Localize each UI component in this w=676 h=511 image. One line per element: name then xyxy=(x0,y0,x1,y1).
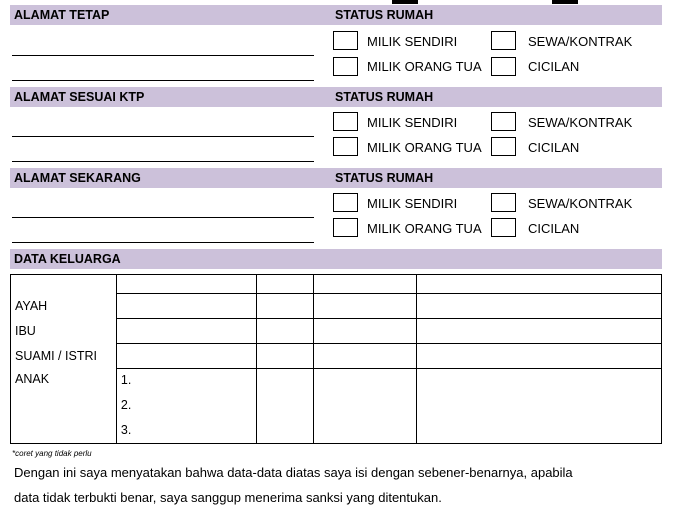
checkbox-milik-orang-tua[interactable] xyxy=(333,137,358,156)
row-label-suami-istri: SUAMI / ISTRI xyxy=(15,349,97,363)
section-title: ALAMAT SEKARANG xyxy=(14,171,141,185)
section-title: ALAMAT SESUAI KTP xyxy=(14,90,145,104)
section-header-alamat-ktp xyxy=(10,87,662,107)
option-label: CICILAN xyxy=(528,140,580,155)
table-cell[interactable] xyxy=(313,294,417,319)
checkbox-sewa-kontrak[interactable] xyxy=(491,112,516,131)
table-row xyxy=(11,344,662,369)
section-header-data-keluarga xyxy=(10,249,662,269)
option-label: MILIK ORANG TUA xyxy=(367,140,482,155)
table-cell[interactable] xyxy=(256,344,313,369)
table-cell[interactable] xyxy=(417,369,662,444)
address-line[interactable] xyxy=(12,80,314,81)
table-cell[interactable] xyxy=(256,294,313,319)
checkbox-milik-sendiri[interactable] xyxy=(333,193,358,212)
table-header-row xyxy=(11,275,662,294)
address-line[interactable] xyxy=(12,55,314,56)
checkbox-milik-sendiri[interactable] xyxy=(333,112,358,131)
checkbox-milik-sendiri[interactable] xyxy=(333,31,358,50)
option-label: SEWA/KONTRAK xyxy=(528,115,633,130)
section-title: DATA KELUARGA xyxy=(14,252,121,266)
option-label: MILIK ORANG TUA xyxy=(367,59,482,74)
row-label-anak: ANAK xyxy=(15,371,50,386)
option-label: SEWA/KONTRAK xyxy=(528,34,633,49)
status-title: STATUS RUMAH xyxy=(335,90,434,104)
option-label: MILIK SENDIRI xyxy=(367,34,458,49)
top-edge-mark xyxy=(552,0,578,4)
status-title: STATUS RUMAH xyxy=(335,8,434,22)
footnote: *coret yang tidak perlu xyxy=(12,449,92,458)
checkbox-milik-orang-tua[interactable] xyxy=(333,57,358,76)
table-cell[interactable] xyxy=(417,294,662,319)
table-cell[interactable] xyxy=(256,275,313,294)
table-cell[interactable] xyxy=(417,319,662,344)
table-cell[interactable] xyxy=(256,369,313,444)
table-cell[interactable] xyxy=(116,294,256,319)
table-cell[interactable] xyxy=(313,369,417,444)
family-table xyxy=(10,274,662,444)
declaration-line: data tidak terbukti benar, saya sanggup menerima sanksi yang ditentukan. xyxy=(14,490,442,505)
table-row xyxy=(11,369,662,444)
checkbox-sewa-kontrak[interactable] xyxy=(491,31,516,50)
option-label: MILIK SENDIRI xyxy=(367,115,458,130)
address-line[interactable] xyxy=(12,136,314,137)
checkbox-cicilan[interactable] xyxy=(491,137,516,156)
table-row xyxy=(11,294,662,319)
address-line[interactable] xyxy=(12,217,314,218)
top-edge-mark xyxy=(392,0,418,4)
child-number: 2. xyxy=(120,398,132,412)
table-cell[interactable] xyxy=(256,319,313,344)
section-header-alamat-sekarang xyxy=(10,168,662,188)
table-cell[interactable] xyxy=(417,275,662,294)
child-cell[interactable] xyxy=(116,369,256,444)
option-label: CICILAN xyxy=(528,59,580,74)
checkbox-milik-orang-tua[interactable] xyxy=(333,218,358,237)
table-cell[interactable] xyxy=(313,275,417,294)
address-line[interactable] xyxy=(12,242,314,243)
child-number: 1. xyxy=(120,373,132,387)
status-title: STATUS RUMAH xyxy=(335,171,434,185)
section-header-alamat-tetap xyxy=(10,5,662,25)
table-cell[interactable] xyxy=(417,344,662,369)
table-cell[interactable] xyxy=(313,344,417,369)
table-cell[interactable] xyxy=(116,275,256,294)
table-cell[interactable] xyxy=(11,275,117,294)
option-label: MILIK SENDIRI xyxy=(367,196,458,211)
checkbox-cicilan[interactable] xyxy=(491,218,516,237)
row-label-ayah: AYAH xyxy=(15,299,48,313)
child-number: 3. xyxy=(120,423,132,437)
address-line[interactable] xyxy=(12,161,314,162)
table-cell[interactable] xyxy=(116,319,256,344)
table-row xyxy=(11,319,662,344)
table-cell[interactable] xyxy=(313,319,417,344)
checkbox-cicilan[interactable] xyxy=(491,57,516,76)
option-label: MILIK ORANG TUA xyxy=(367,221,482,236)
option-label: CICILAN xyxy=(528,221,580,236)
option-label: SEWA/KONTRAK xyxy=(528,196,633,211)
section-title: ALAMAT TETAP xyxy=(14,8,110,22)
checkbox-sewa-kontrak[interactable] xyxy=(491,193,516,212)
declaration-line: Dengan ini saya menyatakan bahwa data-data diatas saya isi dengan sebener-benarnya, apabila xyxy=(14,465,573,480)
row-label-ibu: IBU xyxy=(15,324,36,338)
table-cell[interactable] xyxy=(116,344,256,369)
